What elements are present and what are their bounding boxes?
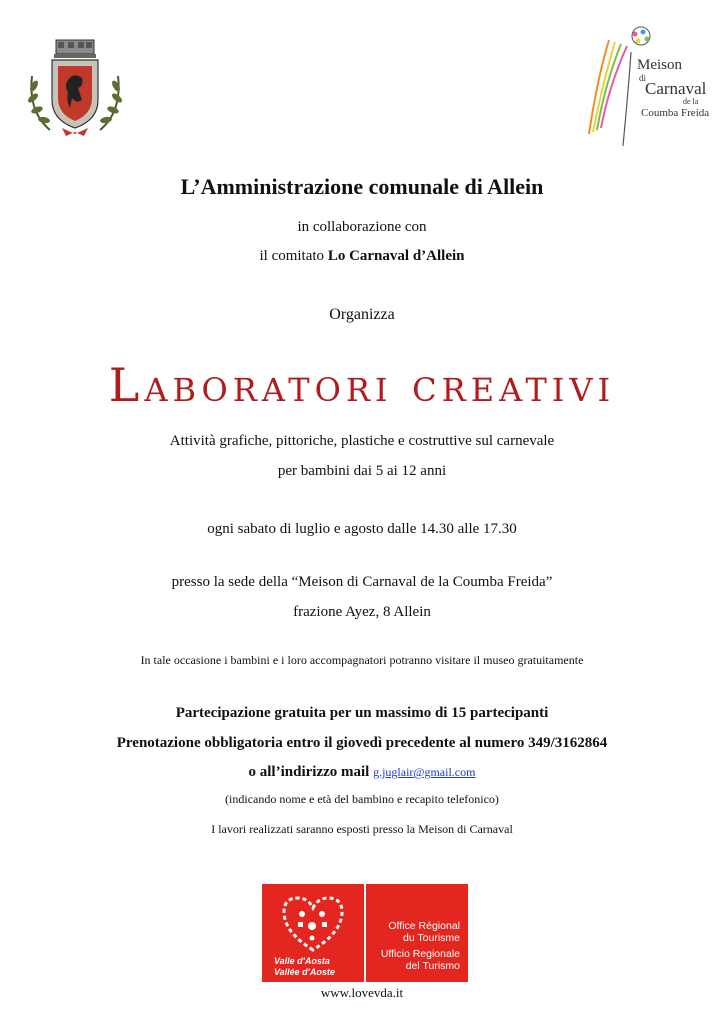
del-turismo-label: del Turismo — [405, 960, 460, 972]
location-line-1: presso la sede della “Meison di Carnaval de la Coumba Freida” — [171, 574, 553, 590]
museum-logo-line5: Coumba Freida — [641, 107, 710, 119]
museum-logo-line2: di — [639, 73, 647, 83]
comitato-line — [0, 248, 724, 265]
municipal-crest-icon — [22, 38, 126, 138]
organizza-text: Organizza — [329, 306, 395, 323]
tourism-office-panel — [366, 884, 468, 982]
mail-line — [0, 764, 724, 781]
ufficio-regionale-label: Ufficio Regionale — [380, 948, 460, 960]
description-line-2: per bambini dai 5 ai 12 anni — [277, 463, 447, 479]
page-title: L’Amministrazione comunale di Allein — [180, 174, 544, 199]
website-link[interactable]: www.lovevda.it — [320, 985, 404, 1000]
du-tourisme-label: du Tourisme — [402, 932, 460, 944]
vallee-daoste-label: Vallée d'Aoste — [274, 967, 335, 977]
museum-visit-note: In tale occasione i bambini e i loro accompagnatori potranno visitare il museo gratuitamente — [140, 653, 584, 667]
museum-logo-line1: Meison — [637, 57, 682, 73]
comitato-prefix: il comitato — [259, 248, 328, 264]
comitato-name: Lo Carnaval d’Allein — [327, 248, 465, 264]
museum-logo-line4: de la — [683, 97, 699, 106]
tourism-office-logo — [262, 884, 468, 982]
museum-logo-line3: Carnaval — [645, 79, 707, 98]
headline: Laboratori creativi — [108, 358, 616, 412]
valle-daosta-label: Valle d'Aosta — [274, 956, 330, 966]
valle-daosta-panel — [262, 884, 364, 982]
location-line-2: frazione Ayez, 8 Allein — [293, 604, 431, 620]
mail-label: o all’indirizzo mail — [248, 764, 370, 780]
exhibition-note: I lavori realizzati saranno esposti presso la Meison di Carnaval — [211, 822, 513, 836]
participation-text: Partecipazione gratuita per un massimo di 15 partecipanti — [175, 705, 549, 721]
booking-details-note: (indicando nome e età del bambino e recapito telefonico) — [225, 792, 499, 806]
collab-text: in collaborazione con — [297, 219, 427, 235]
museum-logo — [575, 22, 710, 152]
booking-text: Prenotazione obbligatoria entro il giovedì precedente al numero 349/3162864 — [116, 735, 608, 751]
email-link[interactable]: g.juglair@gmail.com — [373, 765, 476, 779]
description-line-1: Attività grafiche, pittoriche, plastiche e costruttive sul carnevale — [169, 433, 555, 449]
office-regional-label: Office Régional — [388, 920, 460, 932]
schedule-text: ogni sabato di luglio e agosto dalle 14.30 alle 17.30 — [207, 521, 517, 537]
